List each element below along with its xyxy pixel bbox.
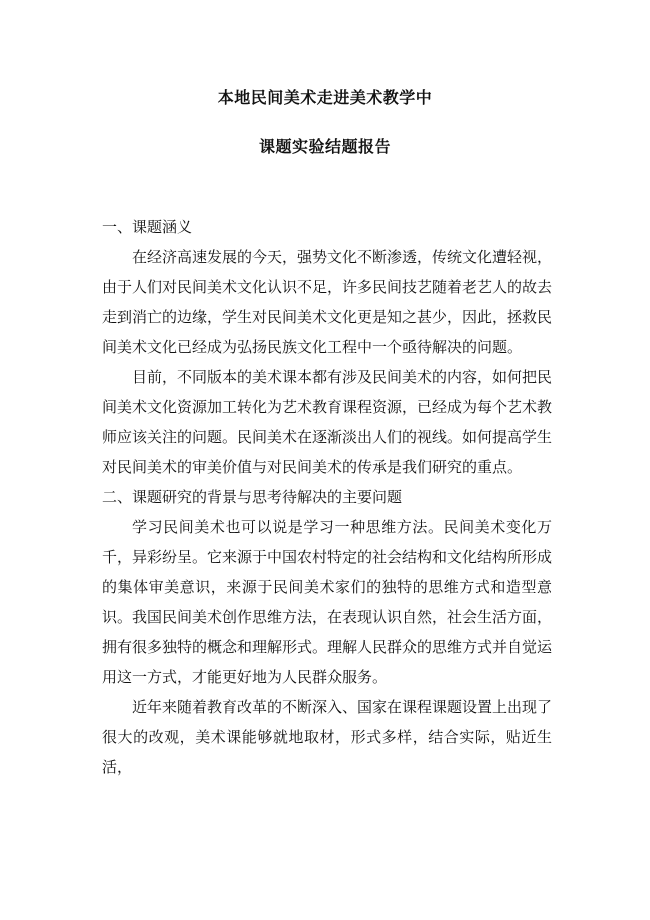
report-body [102,212,552,782]
section-heading-2: 二、课题研究的背景与思考待解决的主要问题 [102,488,403,506]
section-1-paragraph-2: 目前，不同版本的美术课本都有涉及民间美术的内容，如何把民间美术文化资源加工转化为艺术教育课程资源，已经成为每个艺术教师应该关注的问题。民间美术在逐渐淡出人们的视线。如何提高学生对民间美术的审美价值与对民间美术的传承是我们研究的重点。 [102,368,553,476]
report-title-line-1: 本地民间美术走进美术教学中 [217,88,433,107]
section-heading-1: 一、课题涵义 [102,218,193,236]
section-2-paragraph-2: 近年来随着教育改革的不断深入、国家在课程课题设置上出现了很大的改观，美术课能够就地取材，形式多样，结合实际，贴近生活， [102,698,553,776]
section-1-paragraph-1: 在经济高速发展的今天，强势文化不断渗透，传统文化遭轻视，由于人们对民间美术文化认识不足，许多民间技艺随着老艺人的故去走到消亡的边缘，学生对民间美术文化更是知之甚少，因此，拯救民间美术文化已经成为弘扬民族文化工程中一个亟待解决的问题。 [102,248,553,356]
report-title-line-2: 课题实验结题报告 [258,137,391,156]
section-2-paragraph-1: 学习民间美术也可以说是学习一种思维方法。民间美术变化万千，异彩纷呈。它来源于中国农村特定的社会结构和文化结构所形成的集体审美意识，来源于民间美术家们的独特的思维方式和造型意识。我国民间美术创作思维方法，在表现认识自然，社会生活方面，拥有很多独特的概念和理解形式。理解人民群众的思维方式并自觉运用这一方式，才能更好地为人民群众服务。 [102,518,553,686]
